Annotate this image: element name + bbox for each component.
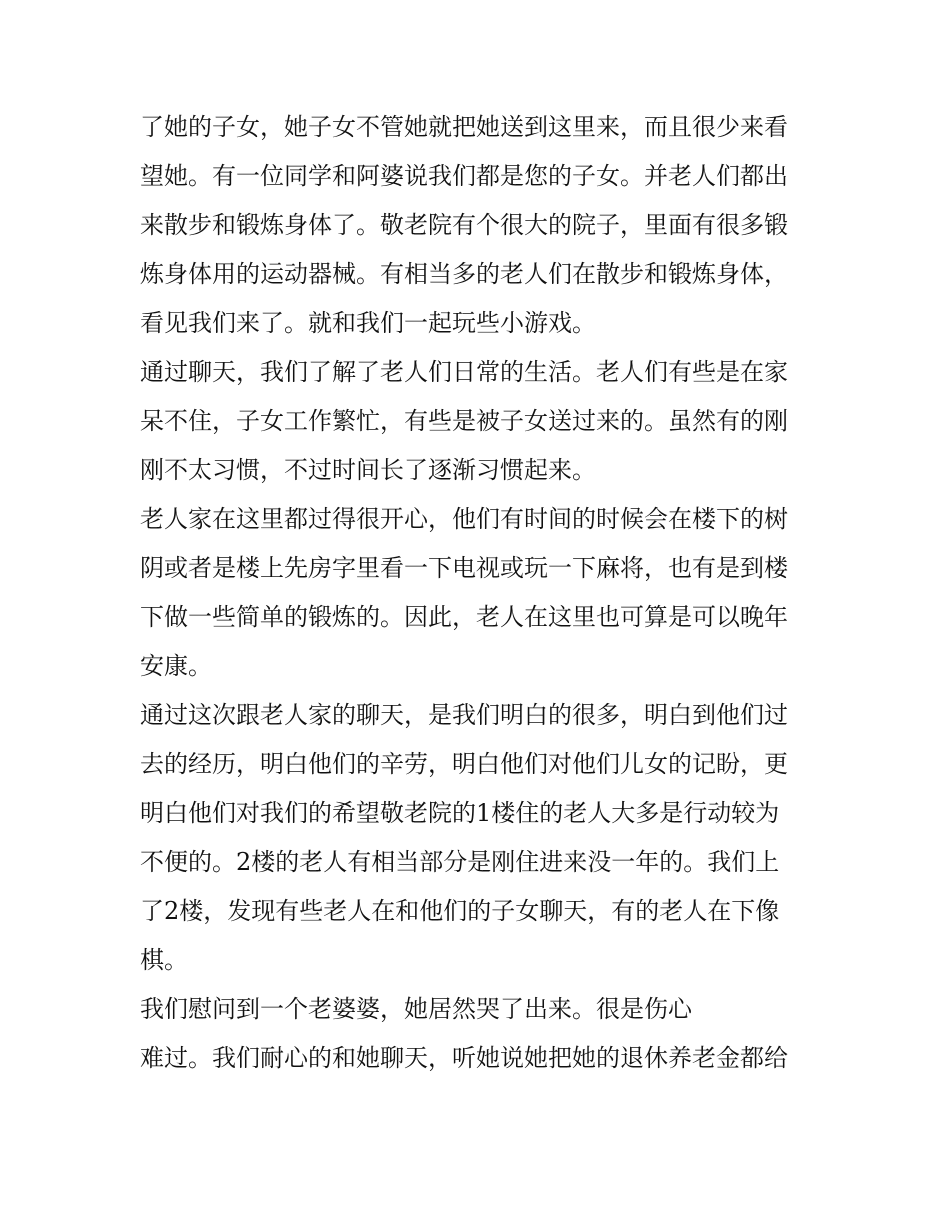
text-line-6: 通过聊天，我们了解了老人们日常的生活。老人们有些是在家 — [140, 358, 788, 386]
text-line-15: 明白他们对我们的希望敬老院的1楼住的老人大多是行动较为 — [140, 799, 780, 827]
text-line-4: 炼身体用的运动器械。有相当多的老人们在散步和锻炼身体， — [140, 260, 788, 288]
text-line-1: 了她的子女，她子女不管她就把她送到这里来，而且很少来看 — [140, 113, 788, 141]
text-line-12: 安康。 — [140, 652, 212, 680]
body-text — [140, 103, 820, 1083]
text-line-3: 来散步和锻炼身体了。敬老院有个很大的院子，里面有很多锻 — [140, 211, 788, 239]
text-line-11: 下做一些简单的锻炼的。因此，老人在这里也可算是可以晚年 — [140, 603, 788, 631]
text-line-20: 难过。我们耐心的和她聊天，听她说她把她的退休养老金都给 — [140, 1044, 788, 1072]
text-line-14: 去的经历，明白他们的辛劳，明白他们对他们儿女的记盼，更 — [140, 750, 788, 778]
text-line-9: 老人家在这里都过得很开心，他们有时间的时候会在楼下的树 — [140, 505, 788, 533]
text-line-7: 呆不住，子女工作繁忙，有些是被子女送过来的。虽然有的刚 — [140, 407, 788, 435]
text-line-10: 阴或者是楼上先房字里看一下电视或玩一下麻将，也有是到楼 — [140, 554, 788, 582]
text-line-19: 我们慰问到一个老婆婆，她居然哭了出来。很是伤心 — [140, 995, 692, 1023]
text-line-8: 刚不太习惯，不过时间长了逐渐习惯起来。 — [140, 456, 596, 484]
text-line-16: 不便的。2楼的老人有相当部分是刚住进来没一年的。我们上 — [140, 848, 780, 876]
text-line-17: 了2楼，发现有些老人在和他们的子女聊天，有的老人在下像 — [140, 897, 780, 925]
text-line-5: 看见我们来了。就和我们一起玩些小游戏。 — [140, 309, 596, 337]
text-line-2: 望她。有一位同学和阿婆说我们都是您的子女。并老人们都出 — [140, 162, 788, 190]
text-line-13: 通过这次跟老人家的聊天，是我们明白的很多，明白到他们过 — [140, 701, 788, 729]
text-line-18: 棋。 — [140, 946, 188, 974]
